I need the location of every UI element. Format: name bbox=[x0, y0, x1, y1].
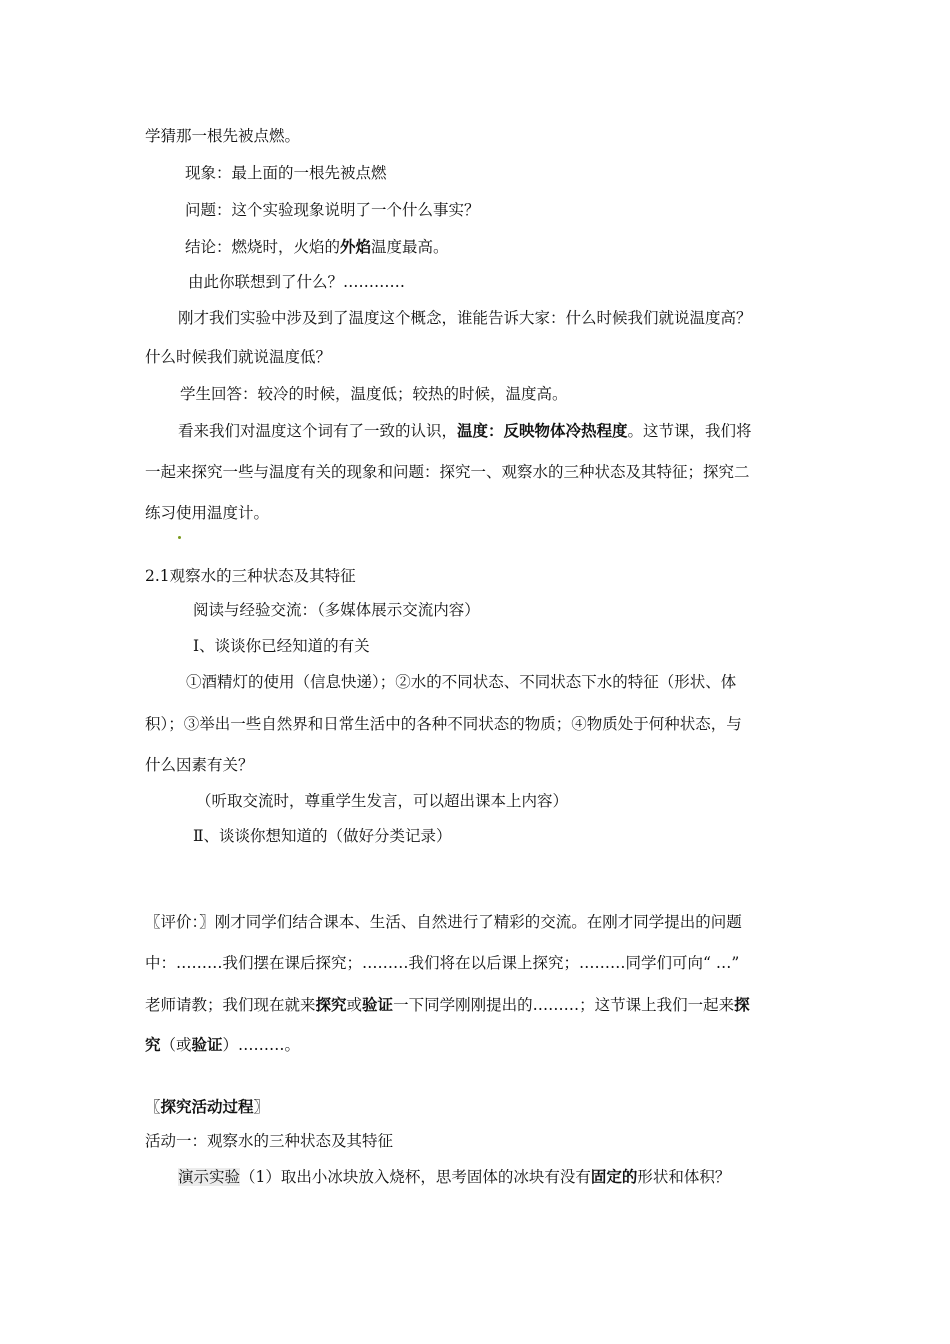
definition-line1 bbox=[178, 421, 752, 441]
demo-experiment-line bbox=[178, 1167, 730, 1187]
evaluation-line4 bbox=[145, 1035, 300, 1055]
evaluation-text-or2: （或 bbox=[160, 1036, 192, 1054]
definition-pre: 看来我们对温度这个词有了一致的认识， bbox=[178, 422, 458, 440]
content-line2: 积）；③举出一些自然界和日常生活中的各种不同状态的物质；④物质处于何种状态，与 bbox=[145, 715, 742, 733]
evaluation-line2: 中：………我们摆在课后探究；………我们将在以后课上探究；………同学们可向“ …” bbox=[145, 954, 740, 972]
listen-note: （听取交流时，尊重学生发言，可以超出课本上内容） bbox=[196, 792, 569, 810]
text-line: 学猜那一根先被点燃。 bbox=[145, 127, 301, 145]
evaluation-text-d: 一下同学刚刚提出的………；这节课上我们一起来 bbox=[393, 996, 735, 1014]
heading-bracket-close: 〗 bbox=[253, 1098, 270, 1116]
conclusion-bold: 外焰 bbox=[340, 237, 372, 256]
demo-end: 形状和体积？ bbox=[637, 1168, 731, 1186]
definition-line3: 练习使用温度计。 bbox=[145, 504, 270, 522]
evaluation-text-or: 或 bbox=[346, 996, 363, 1014]
demo-highlight: 演示实验 bbox=[178, 1168, 241, 1186]
evaluation-bold-explore: 探究 bbox=[315, 995, 347, 1014]
activity-process-heading bbox=[145, 1097, 269, 1117]
definition-line2: 一起来探究一些与温度有关的现象和问题：探究一、观察水的三种状态及其特征；探究二 bbox=[145, 463, 750, 481]
definition-post: 。这节课，我们将 bbox=[627, 422, 752, 440]
demo-text: （1）取出小冰块放入烧杯，思考固体的冰块有没有 bbox=[240, 1168, 591, 1186]
topic-one-line: Ⅰ、谈谈你已经知道的有关 bbox=[193, 637, 370, 655]
observation-line: 现象：最上面的一根先被点燃 bbox=[185, 164, 387, 182]
paragraph-temperature-line1: 刚才我们实验中涉及到了温度这个概念，谁能告诉大家：什么时候我们就说温度高？ bbox=[178, 309, 752, 327]
student-answer-line: 学生回答：较冷的时候，温度低；较热的时候，温度高。 bbox=[180, 385, 568, 403]
evaluation-bold-verify: 验证 bbox=[362, 995, 394, 1014]
heading-bracket-open: 〖 bbox=[145, 1098, 161, 1116]
paragraph-temperature-line2: 什么时候我们就说温度低？ bbox=[145, 348, 332, 366]
heading-bold: 探究活动过程 bbox=[160, 1097, 254, 1116]
conclusion-pre: 结论：燃烧时，火焰的 bbox=[185, 238, 341, 256]
evaluation-bold-tan: 探 bbox=[734, 995, 750, 1014]
evaluation-line1: 〖评价：〗刚才同学们结合课本、生活、自然进行了精彩的交流。在刚才同学提出的问题 bbox=[145, 913, 742, 931]
definition-bold: 温度：反映物体冷热程度 bbox=[457, 421, 628, 440]
section-heading-2-1: 2.1观察水的三种状态及其特征 bbox=[145, 567, 356, 585]
conclusion-line bbox=[185, 237, 449, 257]
evaluation-line3 bbox=[145, 995, 750, 1015]
question-line: 问题：这个实验现象说明了一个什么事实？ bbox=[185, 201, 480, 219]
evaluation-text-end: ）………。 bbox=[222, 1036, 301, 1054]
stray-dot bbox=[178, 536, 181, 539]
content-line1: ①酒精灯的使用（信息快递）；②水的不同状态、不同状态下水的特征（形状、体 bbox=[186, 673, 737, 691]
evaluation-text-a: 老师请教；我们现在就来 bbox=[145, 996, 316, 1014]
topic-two-line: Ⅱ、谈谈你想知道的（做好分类记录） bbox=[193, 827, 452, 845]
evaluation-bold-jiu: 究 bbox=[145, 1035, 161, 1054]
reading-line: 阅读与经验交流：（多媒体展示交流内容） bbox=[193, 601, 480, 619]
content-line3: 什么因素有关？ bbox=[145, 756, 254, 774]
activity-one-line: 活动一：观察水的三种状态及其特征 bbox=[145, 1132, 394, 1150]
association-line: 由此你联想到了什么？………… bbox=[188, 273, 406, 291]
conclusion-post: 温度最高。 bbox=[371, 238, 449, 256]
demo-bold: 固定的 bbox=[590, 1167, 638, 1186]
evaluation-bold-verify2: 验证 bbox=[191, 1035, 223, 1054]
